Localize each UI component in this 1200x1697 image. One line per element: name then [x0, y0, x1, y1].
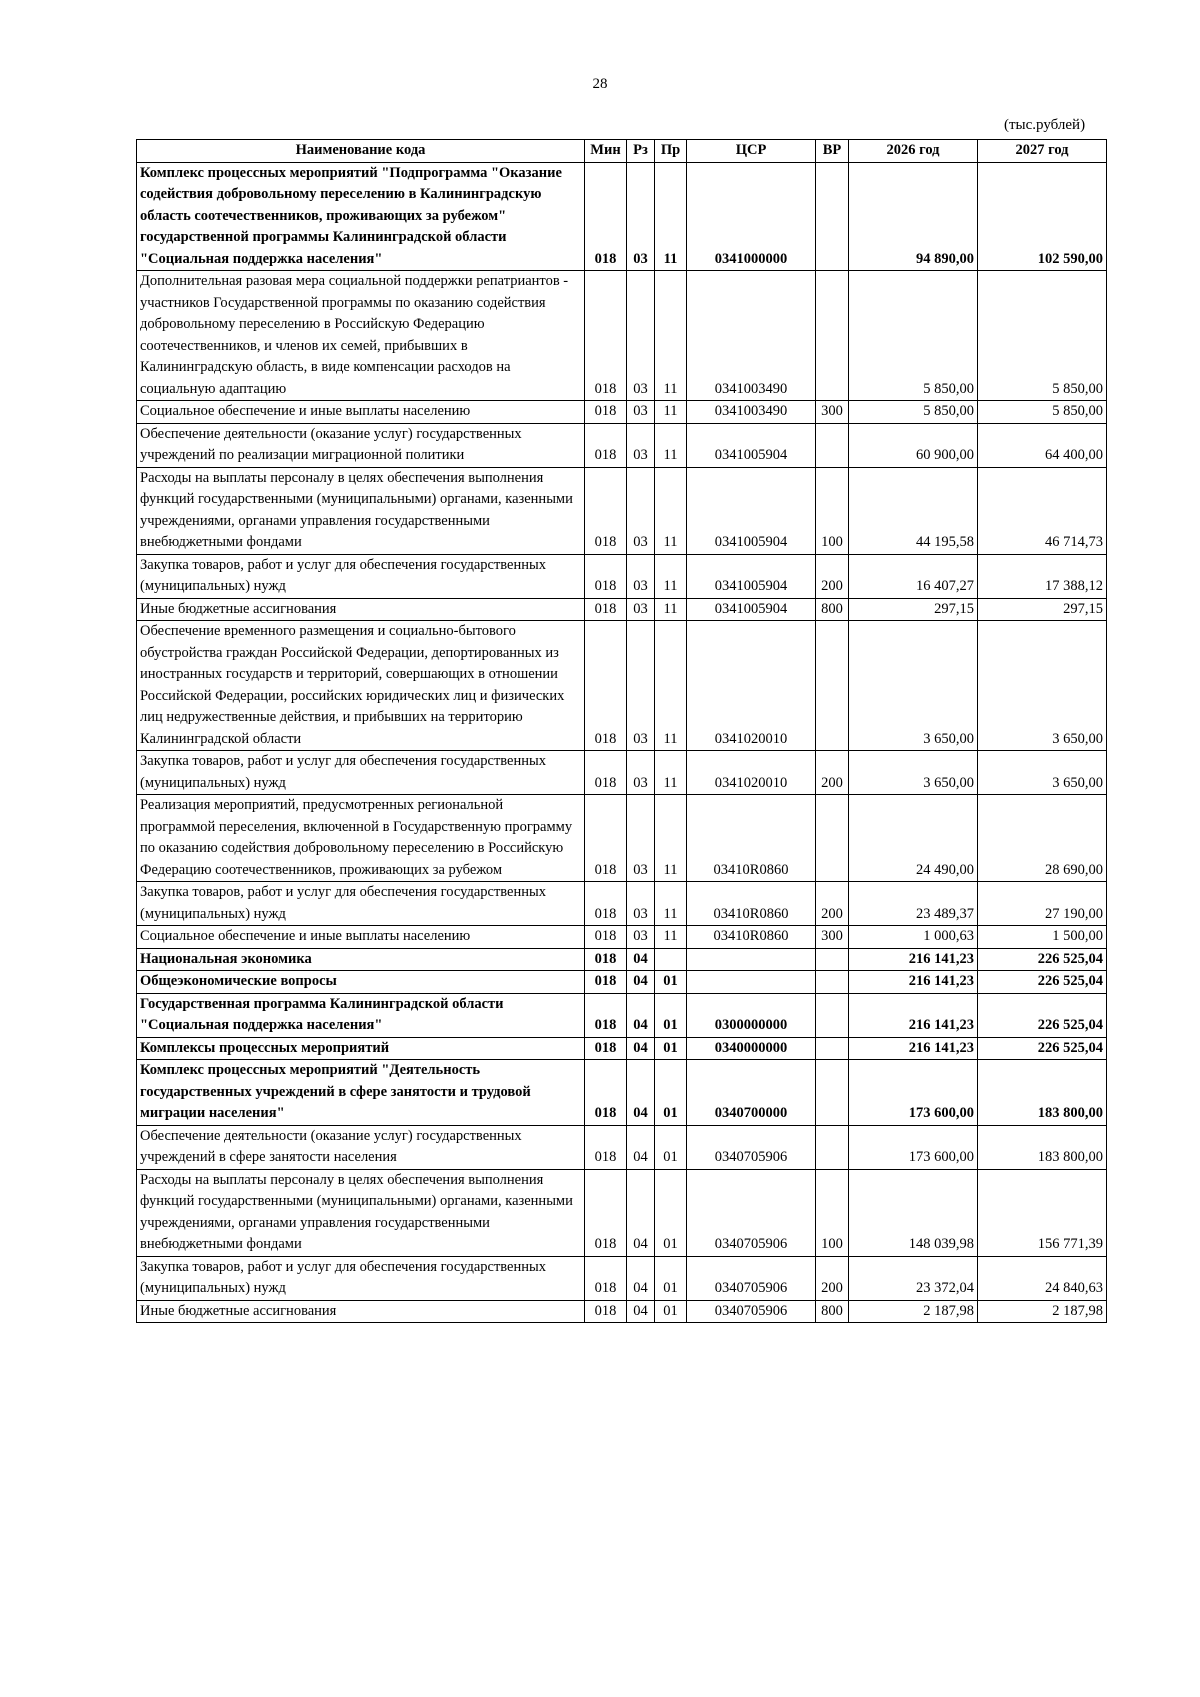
cell-2027: 28 690,00: [978, 795, 1107, 882]
cell-name: Обеспечение деятельности (оказание услуг) государственных учреждений в сфере занятости населения: [137, 1125, 585, 1169]
table-row: [137, 971, 1107, 994]
cell-rz: 03: [627, 467, 655, 554]
cell-vr: 800: [816, 1300, 849, 1323]
cell-csr: 0341005904: [687, 423, 816, 467]
cell-rz: 03: [627, 271, 655, 401]
cell-pr: 01: [655, 1300, 687, 1323]
cell-2027: 183 800,00: [978, 1060, 1107, 1126]
cell-pr: 01: [655, 1125, 687, 1169]
cell-2026: 60 900,00: [849, 423, 978, 467]
cell-csr: 0341005904: [687, 554, 816, 598]
cell-name: Комплексы процессных мероприятий: [137, 1037, 585, 1060]
table-row: [137, 621, 1107, 751]
cell-csr: [687, 971, 816, 994]
cell-2027: 1 500,00: [978, 926, 1107, 949]
cell-2026: 216 141,23: [849, 971, 978, 994]
cell-min: 018: [585, 795, 627, 882]
cell-2027: 226 525,04: [978, 993, 1107, 1037]
cell-csr: 0341003490: [687, 271, 816, 401]
cell-2027: 226 525,04: [978, 948, 1107, 971]
table-row: [137, 162, 1107, 271]
cell-2027: 3 650,00: [978, 621, 1107, 751]
cell-name: Социальное обеспечение и иные выплаты населению: [137, 926, 585, 949]
cell-pr: 11: [655, 621, 687, 751]
cell-name: Обеспечение временного размещения и социально-бытового обустройства граждан Российской Федерации, депортированных из иностранных государств и территорий, совершающих в отношении Российской Федерации, российских юридических лиц и физических лиц недружественные действия, и прибывших на территорию Калининградской области: [137, 621, 585, 751]
cell-vr: 300: [816, 401, 849, 424]
cell-vr: 100: [816, 467, 849, 554]
cell-min: 018: [585, 162, 627, 271]
table-row: [137, 1037, 1107, 1060]
cell-rz: 03: [627, 926, 655, 949]
cell-vr: [816, 795, 849, 882]
cell-2026: 23 372,04: [849, 1256, 978, 1300]
cell-2027: 5 850,00: [978, 271, 1107, 401]
cell-vr: [816, 1037, 849, 1060]
cell-vr: 200: [816, 554, 849, 598]
cell-rz: 03: [627, 423, 655, 467]
cell-rz: 03: [627, 751, 655, 795]
cell-min: 018: [585, 1060, 627, 1126]
header-min: Мин: [585, 140, 627, 163]
cell-2026: 173 600,00: [849, 1125, 978, 1169]
table-row: [137, 926, 1107, 949]
table-row: [137, 598, 1107, 621]
cell-min: 018: [585, 401, 627, 424]
cell-2027: 46 714,73: [978, 467, 1107, 554]
table-row: [137, 554, 1107, 598]
cell-2026: 3 650,00: [849, 751, 978, 795]
units-label: (тыс.рублей): [1004, 117, 1086, 133]
budget-table: [136, 139, 1107, 1323]
cell-2026: 1 000,63: [849, 926, 978, 949]
cell-rz: 04: [627, 1300, 655, 1323]
cell-2026: 2 187,98: [849, 1300, 978, 1323]
table-row: [137, 1169, 1107, 1256]
table-row: [137, 423, 1107, 467]
cell-pr: 01: [655, 1060, 687, 1126]
header-pr: Пр: [655, 140, 687, 163]
table-row: [137, 795, 1107, 882]
cell-csr: 0300000000: [687, 993, 816, 1037]
cell-csr: 03410R0860: [687, 882, 816, 926]
cell-csr: 0340705906: [687, 1169, 816, 1256]
cell-pr: 11: [655, 554, 687, 598]
cell-pr: 01: [655, 1037, 687, 1060]
cell-name: Закупка товаров, работ и услуг для обеспечения государственных (муниципальных) нужд: [137, 1256, 585, 1300]
cell-min: 018: [585, 423, 627, 467]
cell-rz: 04: [627, 1060, 655, 1126]
cell-name: Закупка товаров, работ и услуг для обеспечения государственных (муниципальных) нужд: [137, 751, 585, 795]
cell-2026: 24 490,00: [849, 795, 978, 882]
cell-min: 018: [585, 751, 627, 795]
cell-rz: 04: [627, 993, 655, 1037]
cell-rz: 03: [627, 882, 655, 926]
cell-2026: 5 850,00: [849, 271, 978, 401]
cell-pr: 11: [655, 751, 687, 795]
header-2026: 2026 год: [849, 140, 978, 163]
cell-rz: 03: [627, 598, 655, 621]
cell-pr: 11: [655, 401, 687, 424]
cell-vr: [816, 948, 849, 971]
table-row: [137, 993, 1107, 1037]
cell-vr: [816, 971, 849, 994]
cell-min: 018: [585, 467, 627, 554]
cell-2026: 148 039,98: [849, 1169, 978, 1256]
cell-name: Расходы на выплаты персоналу в целях обеспечения выполнения функций государственными (муниципальными) органами, казенными учреждениями, органами управления государственными внебюджетными фондами: [137, 1169, 585, 1256]
cell-2027: 297,15: [978, 598, 1107, 621]
cell-min: 018: [585, 598, 627, 621]
cell-vr: 300: [816, 926, 849, 949]
table-row: [137, 1060, 1107, 1126]
cell-2027: 183 800,00: [978, 1125, 1107, 1169]
cell-2027: 226 525,04: [978, 1037, 1107, 1060]
cell-2026: 23 489,37: [849, 882, 978, 926]
cell-name: Общеэкономические вопросы: [137, 971, 585, 994]
cell-pr: 11: [655, 882, 687, 926]
cell-2026: 44 195,58: [849, 467, 978, 554]
cell-min: 018: [585, 882, 627, 926]
cell-vr: [816, 162, 849, 271]
cell-name: Обеспечение деятельности (оказание услуг) государственных учреждений по реализации миграционной политики: [137, 423, 585, 467]
cell-rz: 04: [627, 948, 655, 971]
cell-rz: 04: [627, 1037, 655, 1060]
cell-min: 018: [585, 971, 627, 994]
cell-csr: 03410R0860: [687, 795, 816, 882]
cell-name: Социальное обеспечение и иные выплаты населению: [137, 401, 585, 424]
cell-vr: [816, 271, 849, 401]
cell-rz: 04: [627, 1169, 655, 1256]
cell-min: 018: [585, 621, 627, 751]
cell-rz: 03: [627, 554, 655, 598]
cell-csr: 0340700000: [687, 1060, 816, 1126]
cell-min: 018: [585, 948, 627, 971]
cell-name: Государственная программа Калининградской области "Социальная поддержка населения": [137, 993, 585, 1037]
cell-2026: 94 890,00: [849, 162, 978, 271]
cell-rz: 04: [627, 971, 655, 994]
cell-vr: 100: [816, 1169, 849, 1256]
cell-min: 018: [585, 1125, 627, 1169]
cell-2027: 24 840,63: [978, 1256, 1107, 1300]
cell-min: 018: [585, 554, 627, 598]
cell-2027: 5 850,00: [978, 401, 1107, 424]
cell-csr: 0340000000: [687, 1037, 816, 1060]
cell-csr: 0341000000: [687, 162, 816, 271]
cell-vr: [816, 1060, 849, 1126]
cell-name: Национальная экономика: [137, 948, 585, 971]
table-header-row: [137, 140, 1107, 163]
cell-vr: [816, 1125, 849, 1169]
header-vr: ВР: [816, 140, 849, 163]
cell-csr: 0341005904: [687, 467, 816, 554]
cell-2026: 297,15: [849, 598, 978, 621]
table-row: [137, 271, 1107, 401]
cell-pr: 01: [655, 993, 687, 1037]
cell-vr: 200: [816, 751, 849, 795]
cell-pr: 11: [655, 162, 687, 271]
table-row: [137, 751, 1107, 795]
cell-name: Комплекс процессных мероприятий "Деятельность государственных учреждений в сфере занятости и трудовой миграции населения": [137, 1060, 585, 1126]
header-rz: Рз: [627, 140, 655, 163]
cell-csr: 0341005904: [687, 598, 816, 621]
cell-csr: 03410R0860: [687, 926, 816, 949]
table-row: [137, 948, 1107, 971]
cell-csr: 0341020010: [687, 621, 816, 751]
table-row: [137, 467, 1107, 554]
cell-2026: 216 141,23: [849, 1037, 978, 1060]
cell-pr: 01: [655, 1169, 687, 1256]
cell-vr: [816, 423, 849, 467]
cell-pr: [655, 948, 687, 971]
cell-2026: 216 141,23: [849, 993, 978, 1037]
cell-name: Закупка товаров, работ и услуг для обеспечения государственных (муниципальных) нужд: [137, 882, 585, 926]
cell-min: 018: [585, 271, 627, 401]
cell-pr: 11: [655, 926, 687, 949]
header-name: Наименование кода: [137, 140, 585, 163]
cell-2027: 102 590,00: [978, 162, 1107, 271]
cell-2027: 3 650,00: [978, 751, 1107, 795]
cell-2027: 156 771,39: [978, 1169, 1107, 1256]
cell-csr: 0340705906: [687, 1125, 816, 1169]
cell-rz: 04: [627, 1256, 655, 1300]
cell-2026: 16 407,27: [849, 554, 978, 598]
cell-2027: 17 388,12: [978, 554, 1107, 598]
cell-min: 018: [585, 1169, 627, 1256]
cell-name: Расходы на выплаты персоналу в целях обеспечения выполнения функций государственными (муниципальными) органами, казенными учреждениями, органами управления государственными внебюджетными фондами: [137, 467, 585, 554]
cell-name: Дополнительная разовая мера социальной поддержки репатриантов - участников Государственной программы по оказанию содействия добровольному переселению в Российскую Федерацию соотечественников, и членов их семей, прибывших в Калининградскую область, в виде компенсации расходов на социальную адаптацию: [137, 271, 585, 401]
cell-2026: 5 850,00: [849, 401, 978, 424]
table-row: [137, 1300, 1107, 1323]
cell-rz: 04: [627, 1125, 655, 1169]
cell-vr: 200: [816, 882, 849, 926]
cell-name: Реализация мероприятий, предусмотренных региональной программой переселения, включенной в Государственную программу по оказанию содействия добровольному переселению в Российскую Федерацию соотечественников, проживающих за рубежом: [137, 795, 585, 882]
cell-csr: 0341020010: [687, 751, 816, 795]
cell-pr: 11: [655, 795, 687, 882]
cell-pr: 11: [655, 467, 687, 554]
cell-min: 018: [585, 1037, 627, 1060]
cell-min: 018: [585, 993, 627, 1037]
cell-csr: [687, 948, 816, 971]
cell-csr: 0340705906: [687, 1256, 816, 1300]
cell-2027: 27 190,00: [978, 882, 1107, 926]
cell-name: Комплекс процессных мероприятий "Подпрограмма "Оказание содействия добровольному переселению в Калининградскую область соотечественников, проживающих за рубежом" государственной программы Калининградской области "Социальная поддержка населения": [137, 162, 585, 271]
header-2027: 2027 год: [978, 140, 1107, 163]
table-row: [137, 1256, 1107, 1300]
cell-vr: 800: [816, 598, 849, 621]
cell-csr: 0340705906: [687, 1300, 816, 1323]
cell-min: 018: [585, 1256, 627, 1300]
cell-pr: 01: [655, 971, 687, 994]
cell-rz: 03: [627, 795, 655, 882]
cell-2026: 216 141,23: [849, 948, 978, 971]
cell-2027: 64 400,00: [978, 423, 1107, 467]
cell-2027: 2 187,98: [978, 1300, 1107, 1323]
cell-vr: [816, 621, 849, 751]
table-row: [137, 882, 1107, 926]
table-row: [137, 1125, 1107, 1169]
cell-min: 018: [585, 1300, 627, 1323]
cell-vr: 200: [816, 1256, 849, 1300]
cell-vr: [816, 993, 849, 1037]
cell-pr: 01: [655, 1256, 687, 1300]
cell-min: 018: [585, 926, 627, 949]
cell-2027: 226 525,04: [978, 971, 1107, 994]
cell-csr: 0341003490: [687, 401, 816, 424]
table-body: [137, 162, 1107, 1323]
header-csr: ЦСР: [687, 140, 816, 163]
cell-name: Закупка товаров, работ и услуг для обеспечения государственных (муниципальных) нужд: [137, 554, 585, 598]
cell-pr: 11: [655, 423, 687, 467]
cell-rz: 03: [627, 162, 655, 271]
cell-rz: 03: [627, 621, 655, 751]
table-row: [137, 401, 1107, 424]
cell-name: Иные бюджетные ассигнования: [137, 1300, 585, 1323]
cell-2026: 3 650,00: [849, 621, 978, 751]
cell-pr: 11: [655, 271, 687, 401]
cell-pr: 11: [655, 598, 687, 621]
cell-rz: 03: [627, 401, 655, 424]
page-number: 28: [592, 76, 608, 92]
cell-name: Иные бюджетные ассигнования: [137, 598, 585, 621]
cell-2026: 173 600,00: [849, 1060, 978, 1126]
